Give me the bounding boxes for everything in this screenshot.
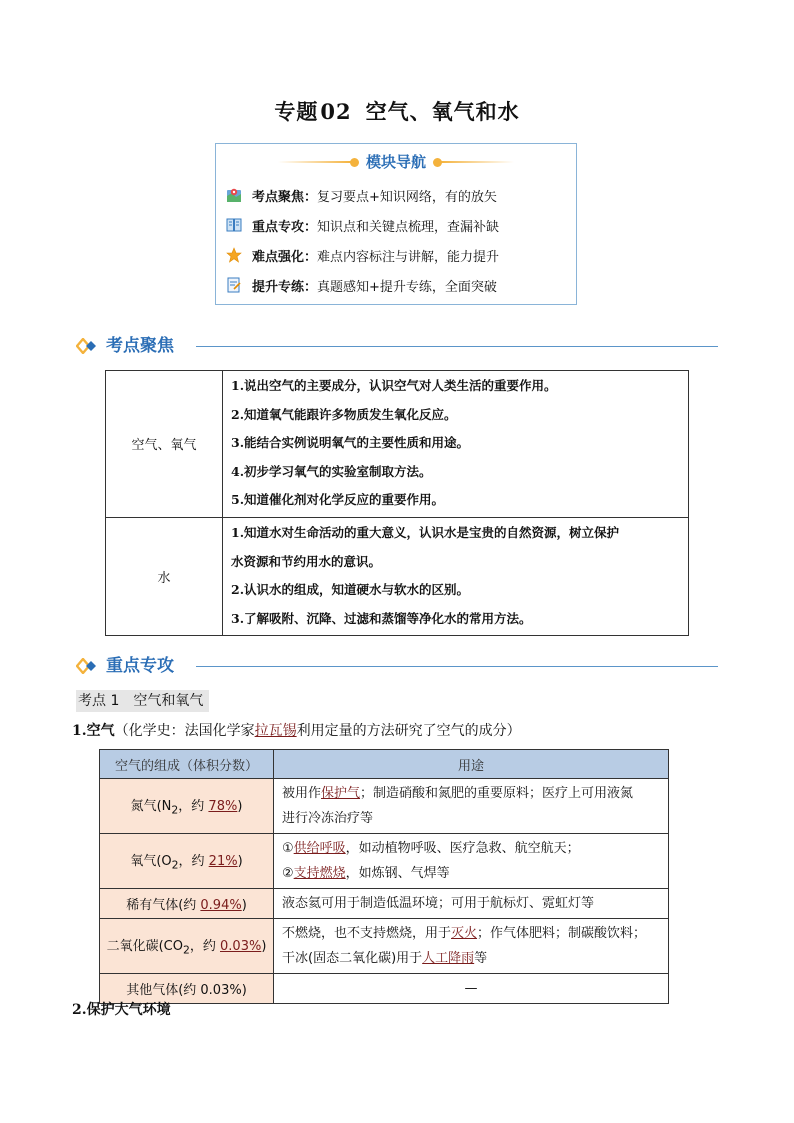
use-keyword: 支持燃烧 (293, 866, 346, 881)
column-header: 空气的组成（体积分数） (100, 750, 274, 779)
air-subtitle-head: 1.空气 (72, 723, 115, 739)
title-prefix: 专题 (274, 99, 319, 124)
diamond-icon (76, 338, 100, 358)
lavoisier-name: 拉瓦锡 (254, 723, 297, 739)
use-cell: — (274, 974, 669, 1004)
nav-item-difficult (226, 245, 499, 265)
nav-item-desc: 复习要点+知识网络，有的放矢 (317, 189, 497, 205)
gas-cell: 其他气体(约 0.03%) (100, 974, 274, 1004)
topic-tag: 考点 1 空气和氧气 (76, 690, 209, 712)
section-header-focus (76, 335, 718, 357)
use-text: ，如炼钢、气焊等 (345, 866, 450, 881)
air-subtitle-pre: （化学史：法国化学家 (114, 723, 255, 739)
nav-item-focus (226, 185, 497, 205)
gas-percent: 0.94% (200, 898, 242, 913)
use-keyword: 供给呼吸 (293, 841, 346, 856)
focus-line: 水资源和节约用水的意识。 (231, 553, 382, 569)
gas-name: 二氧化碳(CO (106, 939, 183, 955)
use-cell (274, 834, 669, 889)
gas-name: 稀有气体(约 (126, 898, 201, 913)
nav-heading-title: 模块导航 (365, 153, 426, 171)
section-rule (196, 346, 718, 347)
focus-line: 4.初步学习氧气的实验室制取方法。 (231, 463, 432, 479)
section-label: 重点专攻 (106, 656, 174, 676)
nav-item-key: 考点聚焦： (252, 189, 318, 205)
gas-mid: ，约 (189, 939, 221, 955)
module-navigation-box (215, 143, 577, 305)
gas-cell (100, 834, 274, 889)
gas-close: ) (261, 939, 267, 955)
use-cell: 液态氦可用于制造低温环境；可用于航标灯、霓虹灯等 (274, 889, 669, 919)
subscript: 2 (171, 803, 179, 817)
diamond-icon (76, 658, 100, 678)
section-label: 考点聚焦 (106, 336, 174, 356)
gas-close: ) (237, 854, 243, 870)
nav-item-desc: 知识点和关键点梳理，查漏补缺 (317, 219, 500, 235)
air-subtitle (72, 721, 521, 741)
use-text: ；作气体肥料；制碳酸饮料； (477, 926, 647, 941)
focus-line: 2.知道氧气能跟许多物质发生氧化反应。 (231, 406, 457, 422)
gas-percent: 0.03% (220, 939, 262, 955)
focus-line: 2.认识水的组成，知道硬水与软水的区别。 (231, 582, 470, 598)
circled-number: ② (282, 866, 294, 881)
use-text: 被用作 (282, 786, 322, 801)
table-cell-topic: 空气、氧气 (106, 371, 223, 518)
focus-line: 1.知道水对生命活动的重大意义，认识水是宝贵的自然资源，树立保护 (231, 524, 620, 540)
circled-number: ① (282, 841, 294, 856)
gas-close: ) (237, 799, 243, 815)
air-subtitle-post: 利用定量的方法研究了空气的成分） (296, 723, 521, 739)
use-text: 干冰(固态二氧化碳)用于 (282, 951, 423, 966)
gas-percent: 21% (208, 854, 238, 870)
gas-name: 氧气(O (130, 854, 172, 870)
use-text: 不燃烧，也不支持燃烧，用于 (282, 926, 452, 941)
use-cell (274, 919, 669, 974)
gas-percent: 78% (208, 799, 238, 815)
gas-cell (100, 919, 274, 974)
star-icon (226, 247, 242, 263)
column-header: 用途 (274, 750, 669, 779)
use-keyword: 灭火 (451, 926, 478, 941)
table-cell-body (223, 517, 689, 635)
table-cell-topic: 水 (106, 517, 223, 635)
nav-heading (216, 152, 576, 172)
use-text: ；制造硝酸和氮肥的重要原料；医疗上可用液氮 (360, 786, 634, 801)
use-text: 进行冷冻治疗等 (282, 811, 374, 826)
nav-heading-right-line (440, 161, 514, 163)
focus-line: 1.说出空气的主要成分，认识空气对人类生活的重要作用。 (231, 378, 557, 393)
table-row-nitrogen (100, 779, 669, 834)
table-row (106, 371, 689, 518)
table-cell-body (223, 371, 689, 518)
gas-mid: ，约 (178, 854, 209, 870)
checklist-icon (226, 277, 242, 293)
section-rule (196, 666, 718, 667)
use-text: 等 (474, 951, 488, 966)
nav-item-key-points (226, 215, 499, 235)
book-icon (226, 217, 242, 233)
air-composition-table (99, 749, 669, 1004)
gas-mid: ，约 (178, 799, 209, 815)
table-row-co2 (100, 919, 669, 974)
use-keyword: 人工降雨 (422, 951, 475, 966)
use-text: ，如动植物呼吸、医疗急救、航空航天； (345, 841, 580, 856)
table-header-row (100, 750, 669, 779)
nav-item-desc: 难点内容标注与讲解，能力提升 (317, 249, 500, 265)
focus-table (105, 370, 689, 636)
nav-item-key: 重点专攻： (252, 219, 318, 235)
page-title (0, 96, 794, 126)
nav-item-key: 难点强化： (252, 249, 318, 265)
gas-cell (100, 889, 274, 919)
focus-line: 3.了解吸附、沉降、过滤和蒸馏等净化水的常用方法。 (231, 610, 532, 626)
table-row (106, 517, 689, 635)
gas-name: 氮气(N (130, 799, 172, 815)
nav-item-desc: 真题感知+提升专练，全面突破 (317, 279, 497, 295)
gas-cell (100, 779, 274, 834)
nav-item-key: 提升专练： (252, 279, 318, 295)
table-row-other (100, 974, 669, 1004)
map-pin-icon (226, 187, 242, 203)
protect-atmosphere-title: 2.保护大气环境 (72, 1002, 171, 1018)
use-keyword: 保护气 (321, 786, 361, 801)
gas-close: ) (241, 898, 247, 913)
use-cell (274, 779, 669, 834)
title-number: 02 (320, 99, 352, 124)
focus-line: 3.能结合实例说明氧气的主要性质和用途。 (231, 435, 470, 451)
nav-item-practice (226, 275, 497, 295)
title-main: 空气、氧气和水 (365, 99, 520, 124)
focus-line: 5.知道催化剂对化学反应的重要作用。 (231, 492, 445, 508)
section-header-key-points (76, 655, 718, 677)
subscript: 2 (182, 943, 190, 957)
subscript: 2 (171, 858, 179, 872)
table-row-rare-gas (100, 889, 669, 919)
table-row-oxygen (100, 834, 669, 889)
